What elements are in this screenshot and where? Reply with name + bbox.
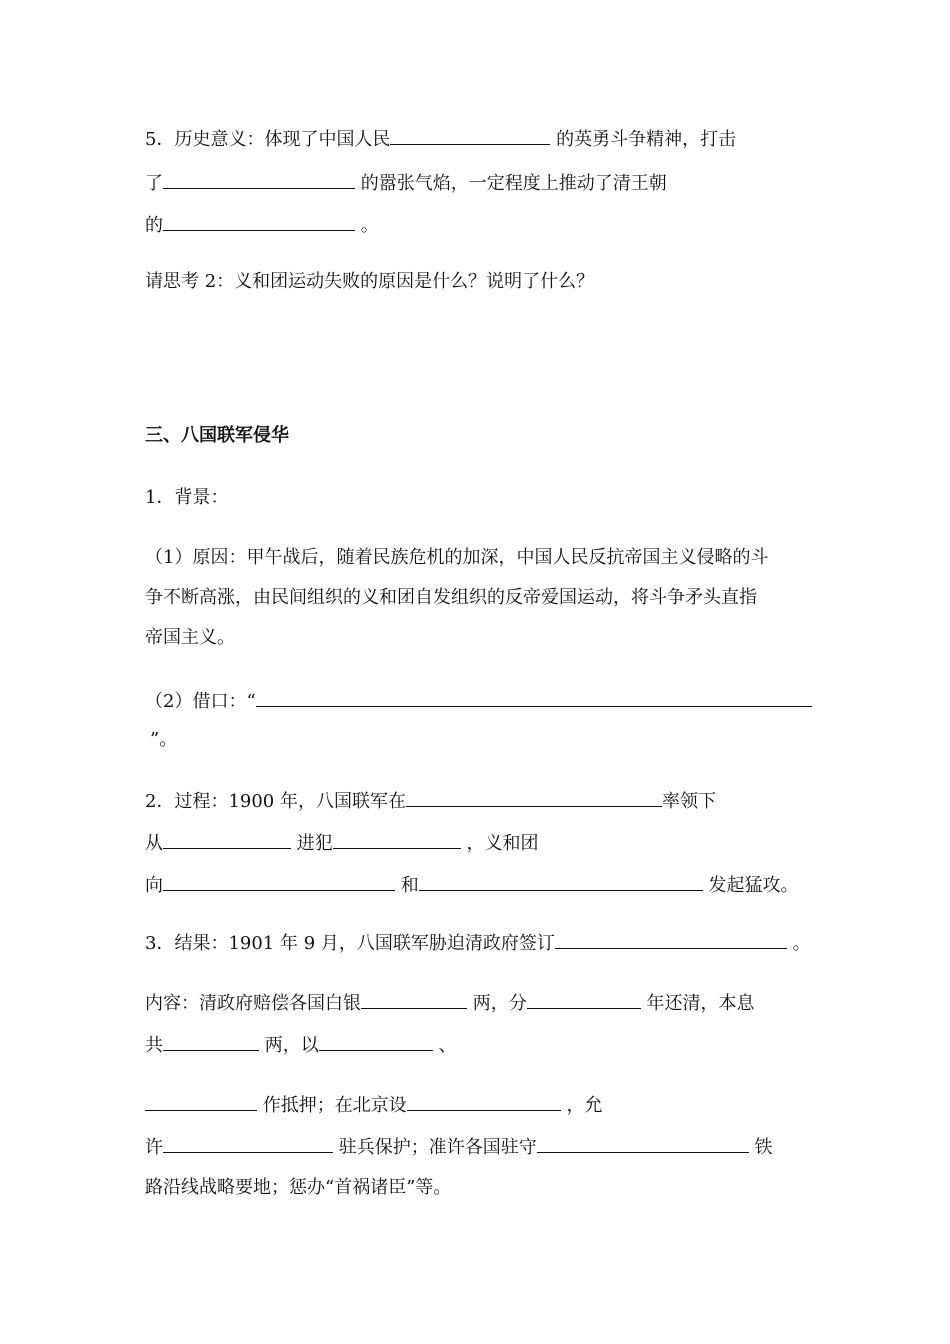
content-line-4 [145, 1134, 772, 1160]
process-text-1: 2．过程：1900 年，八国联军在 [145, 791, 406, 812]
content-text-1: 内容：清政府赔偿各国白银 [145, 993, 361, 1014]
significance-line-1 [145, 126, 736, 152]
pretext-close: ”。 [150, 729, 178, 750]
think-question-2: 请思考 2：义和团运动失败的原因是什么？说明了什么？ [145, 271, 595, 292]
answer-blank[interactable] [361, 990, 467, 1009]
answer-blank[interactable] [406, 788, 662, 807]
process-text-3: 从 [145, 833, 163, 854]
section-heading: 三、八国联军侵华 [145, 425, 289, 446]
content-text-5: 两，以 [259, 1035, 319, 1056]
result-line [145, 930, 811, 956]
answer-blank[interactable] [333, 830, 461, 849]
answer-blank[interactable] [163, 212, 355, 231]
process-line-3 [145, 872, 798, 898]
content-text-8: ，允 [560, 1095, 603, 1116]
significance-text-1: 5．历史意义：体现了中国人民 [145, 129, 391, 150]
process-line-1 [145, 788, 716, 814]
content-text-9: 许 [145, 1137, 163, 1158]
result-text-1: 3．结果：1901 年 9 月，八国联军胁迫清政府签订 [145, 933, 555, 954]
content-text-4: 共 [145, 1035, 163, 1056]
answer-blank[interactable] [256, 688, 812, 707]
content-text-10: 驻兵保护；准许各国驻守 [333, 1137, 537, 1158]
pretext-line [145, 688, 812, 714]
significance-line-2 [145, 170, 667, 196]
significance-text-3: 了 [145, 173, 163, 194]
background-title: 1．背景： [145, 487, 229, 508]
significance-text-2: 的英勇斗争精神，打击 [550, 129, 737, 150]
process-text-2: 率领下 [661, 791, 716, 812]
answer-blank[interactable] [163, 1134, 333, 1153]
significance-text-4: 的嚣张气焰，一定程度上推动了清王朝 [355, 173, 667, 194]
process-text-7: 和 [395, 875, 419, 896]
significance-text-6: 。 [355, 215, 379, 236]
cause-line-3: 帝国主义。 [145, 627, 235, 648]
answer-blank[interactable] [555, 930, 787, 949]
process-line-2 [145, 830, 538, 856]
answer-blank[interactable] [419, 872, 703, 891]
answer-blank[interactable] [145, 1092, 257, 1111]
pretext-label: （2）借口：“ [145, 691, 256, 712]
content-line-5: 路沿线战略要地；惩办“首祸诸臣”等。 [145, 1177, 452, 1198]
process-text-6: 向 [145, 875, 163, 896]
answer-blank[interactable] [163, 830, 291, 849]
cause-line-1: （1）原因：甲午战后，随着民族危机的加深，中国人民反抗帝国主义侵略的斗 [145, 547, 769, 568]
significance-text-5: 的 [145, 215, 163, 236]
content-text-11: 铁 [748, 1137, 773, 1158]
process-text-8: 发起猛攻。 [702, 875, 799, 896]
significance-line-3 [145, 212, 379, 238]
content-text-6: 、 [432, 1035, 457, 1056]
answer-blank[interactable] [407, 1092, 561, 1111]
content-text-2: 两，分 [467, 993, 527, 1014]
content-text-7: 作抵押；在北京设 [257, 1095, 407, 1116]
result-text-2: 。 [786, 933, 811, 954]
answer-blank[interactable] [390, 126, 550, 145]
process-text-5: ，义和团 [460, 833, 539, 854]
answer-blank[interactable] [163, 170, 355, 189]
content-line-3 [145, 1092, 602, 1118]
content-line-2 [145, 1032, 456, 1058]
answer-blank[interactable] [537, 1134, 749, 1153]
process-text-4: 进犯 [291, 833, 333, 854]
answer-blank[interactable] [163, 1032, 259, 1051]
content-text-3: 年还清，本息 [640, 993, 755, 1014]
cause-line-2: 争不断高涨，由民间组织的义和团自发组织的反帝爱国运动，将斗争矛头直指 [145, 587, 757, 608]
answer-blank[interactable] [319, 1032, 433, 1051]
answer-blank[interactable] [163, 872, 395, 891]
answer-blank[interactable] [527, 990, 641, 1009]
content-line-1 [145, 990, 754, 1016]
